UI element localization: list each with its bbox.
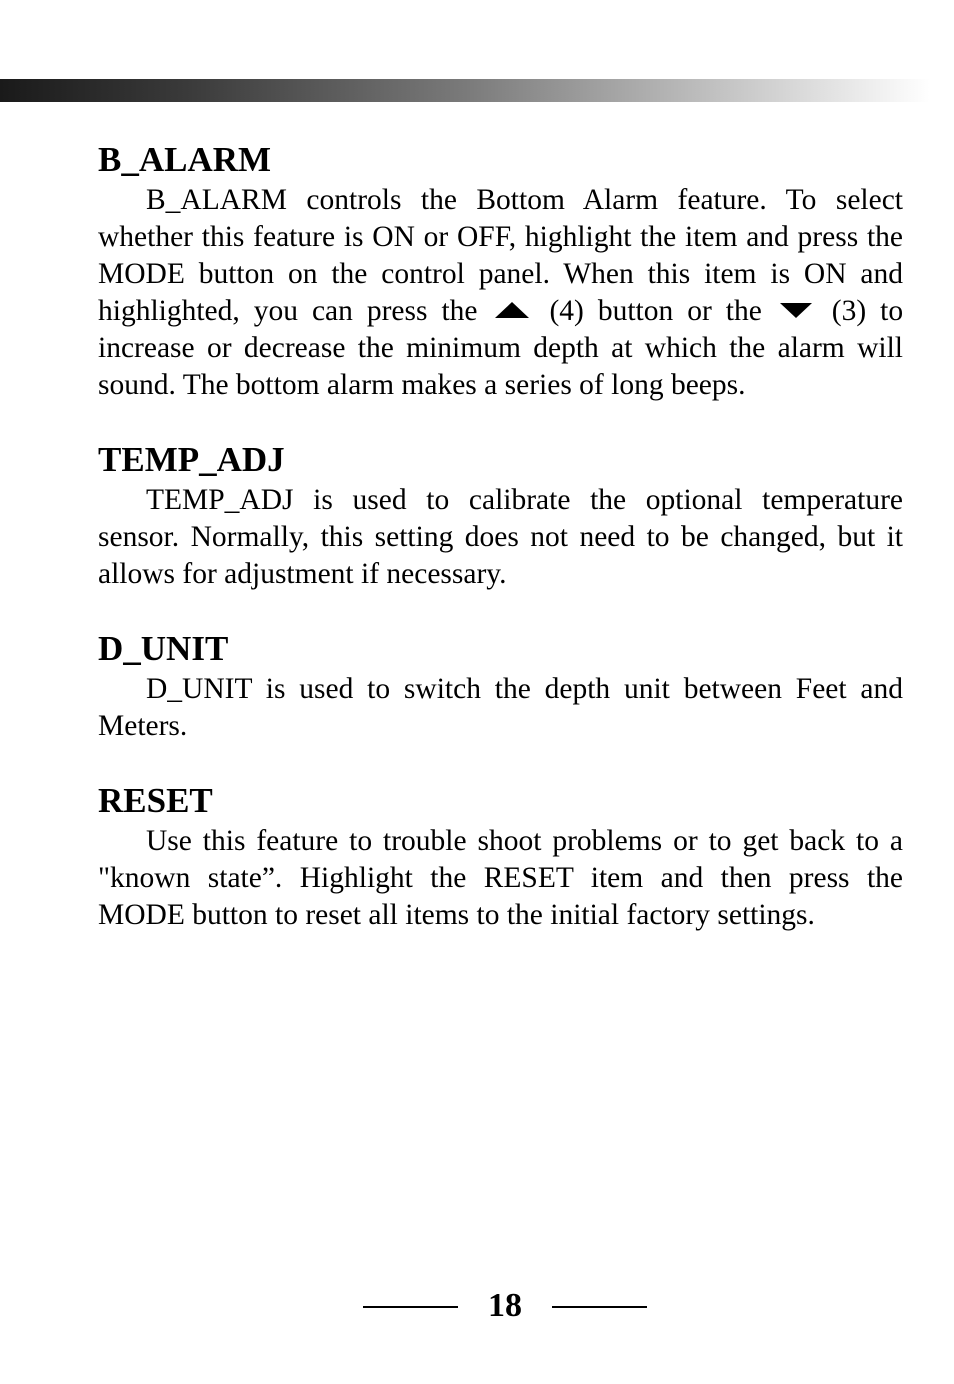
section-b-alarm [98,138,903,404]
body-text: (4) button or the [549,295,762,327]
section-body [98,182,903,404]
body-text: B_ALARM controls the Bottom Alarm feature. To select whether this feature is ON or OFF, highlight the item and press the MODE button on the control panel. When this item is ON and highlighted, you can press the [98,184,903,327]
section-d-unit [98,627,903,745]
section-temp-adj [98,438,903,593]
section-heading: RESET [98,781,213,820]
page-number: 18 [488,1287,522,1324]
section-heading: B_ALARM [98,140,272,179]
section-body: TEMP_ADJ is used to calibrate the optional temperature sensor. Normally, this setting does not need to be changed, but it allows for adjustment if necessary. [98,484,903,590]
section-body: Use this feature to trouble shoot problems or to get back to a "known state”. Highlight the RESET item and then press the MODE button to reset all items to the initial factory settings. [98,825,903,931]
header-gradient-bar [0,79,930,102]
page-footer [363,1286,647,1326]
section-body: D_UNIT is used to switch the depth unit between Feet and Meters. [98,673,903,742]
down-arrow-icon [780,303,812,318]
section-reset [98,779,903,934]
page-content [98,138,903,968]
section-heading: TEMP_ADJ [98,440,285,479]
body-text: (3) to increase or decrease the minimum depth at which the alarm will sound. The bottom alarm makes a series of long beeps. [98,295,904,401]
footer-rule-right [552,1306,647,1308]
section-heading: D_UNIT [98,629,229,668]
up-arrow-icon [495,302,529,318]
